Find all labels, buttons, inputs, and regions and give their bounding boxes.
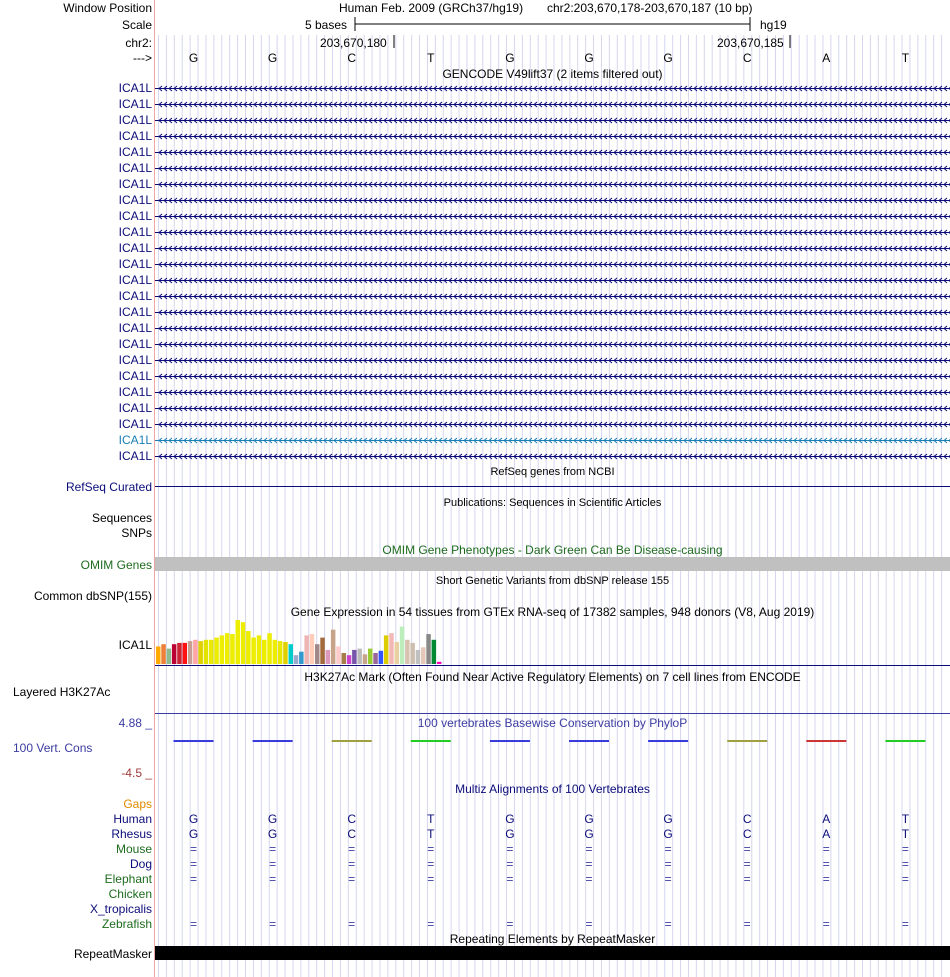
- gencode-gene-label[interactable]: ICA1L: [118, 289, 152, 303]
- refseq-track-label[interactable]: RefSeq Curated: [65, 480, 152, 494]
- multiz-base: G: [267, 827, 278, 841]
- conservation-mark[interactable]: [806, 740, 846, 742]
- multiz-base: =: [506, 917, 514, 931]
- conservation-mark[interactable]: [174, 740, 214, 742]
- omim-track-title: OMIM Gene Phenotypes - Dark Green Can Be Disease-causing: [382, 543, 723, 557]
- scale-db-text: hg19: [760, 18, 787, 32]
- multiz-base: =: [348, 872, 356, 886]
- multiz-base: =: [269, 872, 277, 886]
- conservation-mark[interactable]: [727, 740, 767, 742]
- h3k27ac-track-label[interactable]: Layered H3K27Ac: [13, 685, 111, 699]
- snps-track-label[interactable]: SNPs: [121, 526, 152, 540]
- multiz-base: G: [188, 812, 199, 826]
- multiz-base: =: [743, 872, 751, 886]
- strand-label: --->: [133, 51, 152, 65]
- chrom-label: chr2:: [125, 36, 152, 50]
- multiz-base: =: [664, 842, 672, 856]
- multiz-base: =: [427, 857, 435, 871]
- gencode-gene-label[interactable]: ICA1L: [118, 385, 152, 399]
- base-letter: G: [505, 51, 515, 65]
- multiz-species-label[interactable]: Mouse: [115, 842, 152, 856]
- multiz-base: =: [348, 857, 356, 871]
- window-position-label: Window Position: [63, 1, 152, 15]
- multiz-base: =: [901, 857, 909, 871]
- base-letter: G: [584, 51, 594, 65]
- multiz-base: =: [506, 842, 514, 856]
- multiz-base: =: [743, 857, 751, 871]
- multiz-base: T: [427, 827, 435, 841]
- multiz-base: =: [269, 917, 277, 931]
- multiz-base: G: [505, 812, 515, 826]
- conservation-mark[interactable]: [253, 740, 293, 742]
- base-letter: G: [267, 51, 278, 65]
- multiz-base: =: [348, 842, 356, 856]
- multiz-species-label[interactable]: Chicken: [108, 887, 152, 901]
- browser-track-area[interactable]: [155, 0, 950, 977]
- multiz-base: =: [427, 842, 435, 856]
- gencode-gene-label[interactable]: ICA1L: [118, 225, 152, 239]
- base-letter: G: [188, 51, 199, 65]
- scale-bases-text: 5 bases: [305, 18, 348, 32]
- base-letter: C: [742, 51, 752, 65]
- coord-right: 203,670,185: [717, 36, 784, 50]
- multiz-species-label[interactable]: Human: [113, 812, 152, 826]
- multiz-base: A: [822, 812, 831, 826]
- base-letter: T: [901, 51, 910, 65]
- multiz-base: =: [822, 917, 830, 931]
- multiz-base: =: [189, 917, 197, 931]
- multiz-base: =: [189, 842, 197, 856]
- refseq-track-title: RefSeq genes from NCBI: [490, 466, 615, 478]
- gencode-gene-label[interactable]: ICA1L: [118, 113, 152, 127]
- multiz-base: =: [269, 842, 277, 856]
- multiz-base: =: [189, 857, 197, 871]
- multiz-base: A: [822, 827, 831, 841]
- conservation-mark[interactable]: [885, 740, 925, 742]
- multiz-base: =: [189, 872, 197, 886]
- publications-track-title: Publications: Sequences in Scientific Articles: [443, 497, 662, 509]
- scale-label: Scale: [121, 18, 152, 32]
- multiz-base: =: [901, 842, 909, 856]
- dbsnp-track-label[interactable]: Common dbSNP(155): [33, 589, 152, 603]
- gencode-gene-label[interactable]: ICA1L: [118, 305, 152, 319]
- multiz-base: G: [188, 827, 199, 841]
- multiz-base: C: [347, 812, 357, 826]
- multiz-base: G: [584, 812, 594, 826]
- gencode-gene-label[interactable]: ICA1L: [118, 401, 152, 415]
- gencode-gene-label[interactable]: ICA1L: [118, 161, 152, 175]
- conservation-chart[interactable]: [155, 0, 950, 780]
- gencode-gene-label[interactable]: ICA1L: [118, 81, 152, 95]
- multiz-base: T: [901, 812, 910, 826]
- multiz-base: G: [663, 812, 673, 826]
- multiz-base: =: [822, 857, 830, 871]
- dbsnp-track-title: Short Genetic Variants from dbSNP release 155: [435, 575, 670, 587]
- multiz-species-label[interactable]: Rhesus: [111, 827, 152, 841]
- multiz-base: =: [585, 872, 593, 886]
- assembly-text: Human Feb. 2009 (GRCh37/hg19): [339, 1, 524, 15]
- gencode-gene-label[interactable]: ICA1L: [118, 273, 152, 287]
- multiz-base: =: [506, 857, 514, 871]
- base-letter: C: [347, 51, 357, 65]
- multiz-base: =: [348, 917, 356, 931]
- repeatmasker-feature-bar[interactable]: [155, 946, 950, 960]
- multiz-base: =: [743, 917, 751, 931]
- gtex-track-label[interactable]: ICA1L: [118, 638, 152, 652]
- multiz-base: G: [584, 827, 594, 841]
- base-letter: G: [663, 51, 673, 65]
- multiz-track-title: Multiz Alignments of 100 Vertebrates: [455, 782, 650, 796]
- conservation-mark[interactable]: [648, 740, 688, 742]
- multiz-species-label[interactable]: Gaps: [123, 797, 152, 811]
- multiz-base: =: [585, 842, 593, 856]
- multiz-base: T: [901, 827, 910, 841]
- multiz-species-label[interactable]: Zebrafish: [101, 917, 152, 931]
- multiz-species-label[interactable]: X_tropicalis: [89, 902, 152, 916]
- conservation-mark[interactable]: [569, 740, 609, 742]
- gencode-gene-label[interactable]: ICA1L: [118, 209, 152, 223]
- multiz-base: =: [822, 872, 830, 886]
- multiz-base: C: [347, 827, 357, 841]
- conservation-track-label[interactable]: 100 Vert. Cons: [13, 741, 93, 755]
- position-text: chr2:203,670,178-203,670,187 (10 bp): [547, 1, 753, 15]
- gencode-gene-label[interactable]: ICA1L: [118, 321, 152, 335]
- gencode-gene-label[interactable]: ICA1L: [118, 177, 152, 191]
- multiz-base: =: [506, 872, 514, 886]
- gencode-track-title: GENCODE V49lift37 (2 items filtered out): [442, 67, 663, 81]
- multiz-base: =: [822, 842, 830, 856]
- repeatmasker-track-title: Repeating Elements by RepeatMasker: [449, 932, 656, 946]
- multiz-base: =: [664, 857, 672, 871]
- gtex-track-title: Gene Expression in 54 tissues from GTEx RNA-seq of 17382 samples, 948 donors (V8, Aug 2019): [290, 605, 815, 619]
- gencode-gene-label[interactable]: ICA1L: [118, 193, 152, 207]
- gencode-gene-label[interactable]: ICA1L: [118, 257, 152, 271]
- gencode-gene-label[interactable]: ICA1L: [118, 353, 152, 367]
- track-labels-panel: [0, 0, 154, 977]
- h3k27ac-track-title: H3K27Ac Mark (Often Found Near Active Regulatory Elements) on 7 cell lines from ENCODE: [304, 670, 801, 684]
- multiz-base: =: [664, 872, 672, 886]
- multiz-base: =: [427, 872, 435, 886]
- conservation-min-label: -4.5 _: [121, 766, 152, 780]
- multiz-base: =: [269, 857, 277, 871]
- sequences-track-label[interactable]: Sequences: [91, 511, 152, 525]
- gencode-gene-label[interactable]: ICA1L: [118, 129, 152, 143]
- base-letter: T: [427, 51, 435, 65]
- conservation-max-label: 4.88 _: [118, 716, 152, 730]
- multiz-base: G: [267, 812, 278, 826]
- omim-track-label[interactable]: OMIM Genes: [80, 558, 152, 572]
- multiz-base: =: [664, 917, 672, 931]
- conservation-mark[interactable]: [411, 740, 451, 742]
- gencode-gene-label[interactable]: ICA1L: [118, 417, 152, 431]
- multiz-base: =: [427, 917, 435, 931]
- multiz-base: =: [901, 872, 909, 886]
- gencode-gene-label[interactable]: ICA1L: [118, 97, 152, 111]
- gencode-gene-label[interactable]: ICA1L: [118, 145, 152, 159]
- gencode-gene-label[interactable]: ICA1L: [118, 337, 152, 351]
- conservation-track-title: 100 vertebrates Basewise Conservation by PhyloP: [417, 716, 688, 730]
- multiz-base: C: [742, 827, 752, 841]
- gencode-gene-label[interactable]: ICA1L: [118, 433, 152, 447]
- repeatmasker-track-label[interactable]: RepeatMasker: [73, 947, 152, 961]
- multiz-base: =: [585, 857, 593, 871]
- conservation-mark[interactable]: [490, 740, 530, 742]
- multiz-base: G: [663, 827, 673, 841]
- gencode-gene-label[interactable]: ICA1L: [118, 369, 152, 383]
- gencode-gene-label[interactable]: ICA1L: [118, 449, 152, 463]
- multiz-base: =: [743, 842, 751, 856]
- coord-left: 203,670,180: [320, 36, 387, 50]
- gencode-gene-label[interactable]: ICA1L: [118, 241, 152, 255]
- multiz-base: T: [427, 812, 435, 826]
- conservation-mark[interactable]: [332, 740, 372, 742]
- multiz-base: G: [505, 827, 515, 841]
- multiz-base: =: [901, 917, 909, 931]
- multiz-species-label[interactable]: Dog: [129, 857, 152, 871]
- multiz-base: =: [585, 917, 593, 931]
- multiz-species-label[interactable]: Elephant: [104, 872, 152, 886]
- base-letter: A: [822, 51, 831, 65]
- multiz-base: C: [742, 812, 752, 826]
